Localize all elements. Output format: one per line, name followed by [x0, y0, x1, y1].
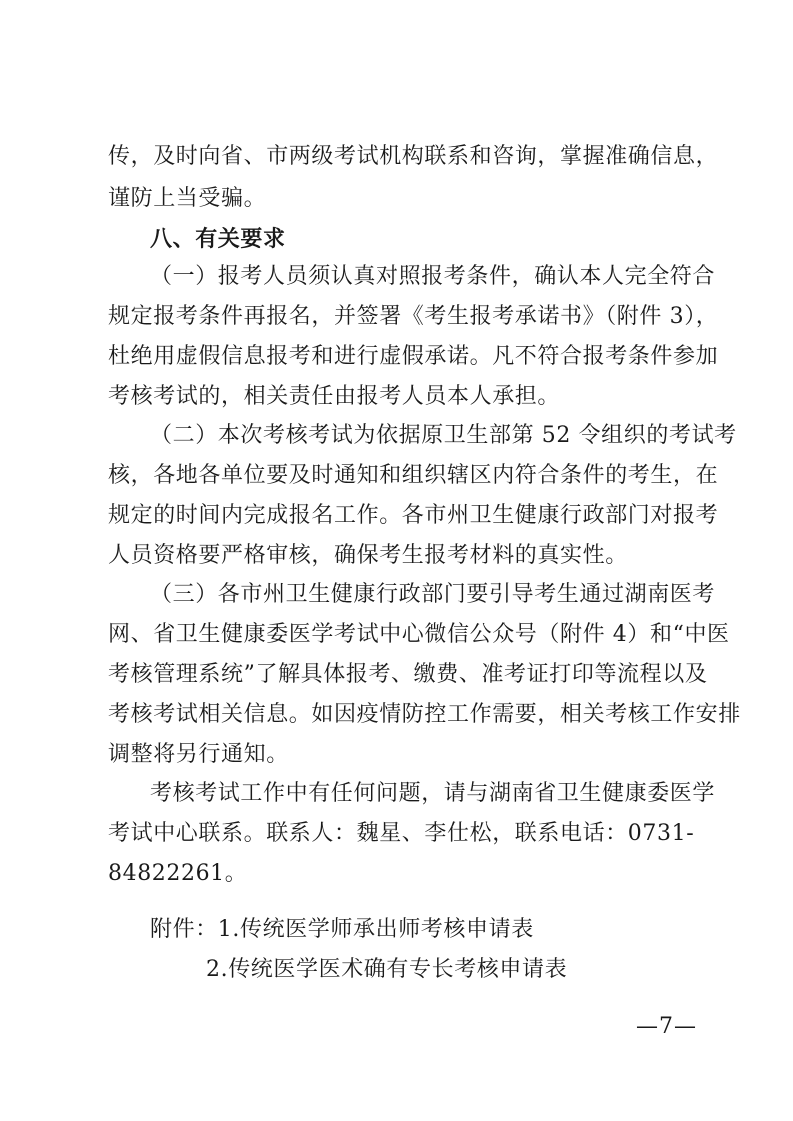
item3-line-4: 考核考试相关信息。如因疫情防控工作需要，相关考核工作安排 [108, 702, 741, 727]
intro-line-1: 传，及时向省、市两级考试机构联系和咨询，掌握准确信息， [108, 144, 719, 169]
intro-line-2: 谨防上当受骗。 [108, 186, 267, 211]
item2-line-2: 核，各地各单位要及时通知和组织辖区内符合条件的考生，在 [108, 463, 719, 488]
page-number: —7— [636, 1014, 697, 1039]
item2-line-4: 人员资格要严格审核，确保考生报考材料的真实性。 [108, 543, 628, 568]
item1-line-3: 杜绝用虚假信息报考和进行虚假承诺。凡不符合报考条件参加 [108, 344, 719, 369]
item1-line-2: 规定报考条件再报名，并签署《考生报考承诺书》（附件 3）， [108, 304, 719, 329]
item3-line-2: 网、省卫生健康委医学考试中心微信公众号（附件 4）和“中医 [108, 622, 730, 647]
contact-line-2: 考试中心联系。联系人：魏星、李仕松，联系电话：0731- [108, 821, 695, 846]
section-heading: 八、有关要求 [150, 226, 286, 252]
attachment-line-1: 附件：1.传统医学师承出师考核申请表 [150, 917, 534, 942]
item3-line-3: 考核管理系统”了解具体报考、缴费、准考证打印等流程以及 [108, 662, 708, 687]
contact-line-1: 考核考试工作中有任何问题，请与湖南省卫生健康委医学 [150, 781, 716, 806]
item1-line-1: （一）报考人员须认真对照报考条件，确认本人完全符合 [150, 264, 716, 289]
item2-line-1: （二）本次考核考试为依据原卫生部第 52 令组织的考试考 [150, 423, 737, 448]
item1-line-4: 考核考试的，相关责任由报考人员本人承担。 [108, 384, 561, 409]
item2-line-3: 规定的时间内完成报名工作。各市州卫生健康行政部门对报考 [108, 503, 719, 528]
item3-line-1: （三）各市州卫生健康行政部门要引导考生通过湖南医考 [150, 582, 716, 607]
item3-line-5: 调整将另行通知。 [108, 742, 289, 767]
contact-line-3: 84822261。 [108, 861, 248, 886]
attachment-line-2: 2.传统医学医术确有专长考核申请表 [206, 957, 568, 982]
